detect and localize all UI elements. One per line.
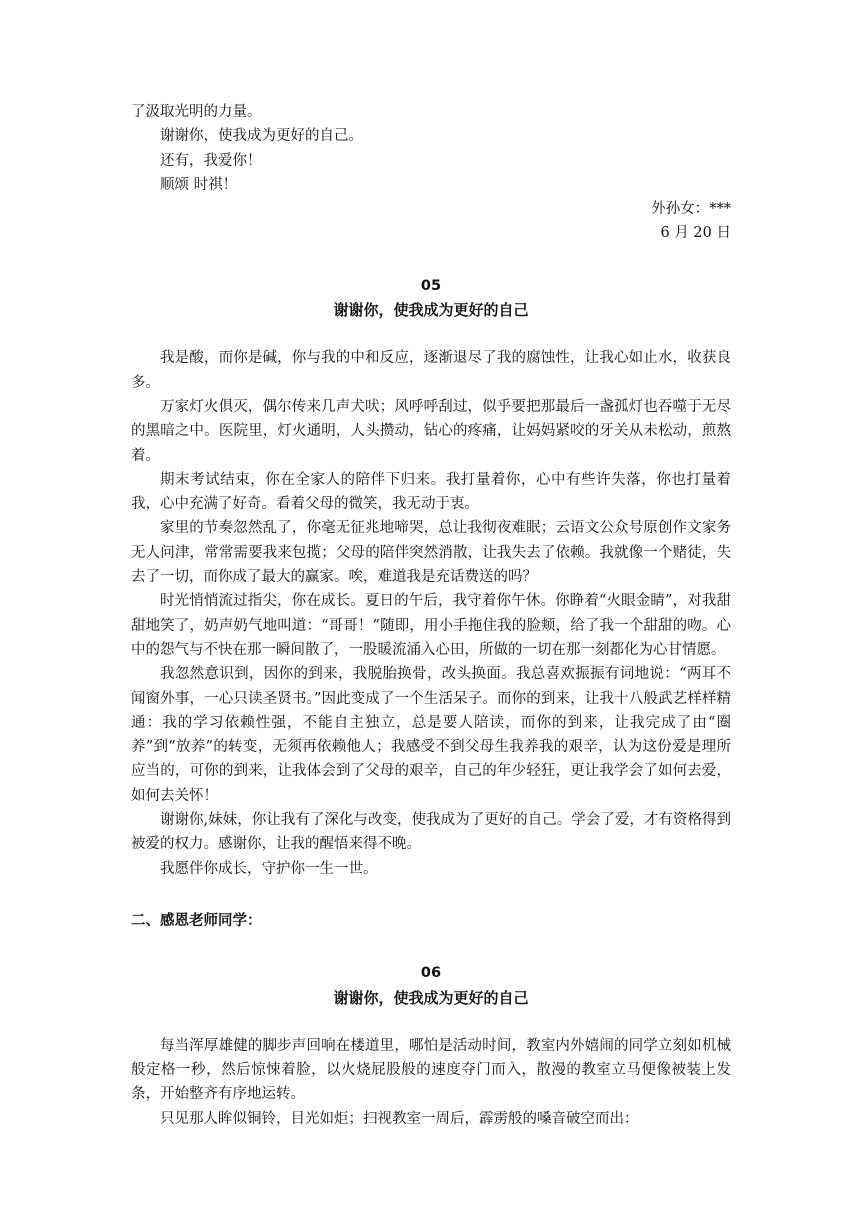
spacer [131, 933, 731, 961]
letter-signature: 外孙女：*** [651, 201, 731, 218]
letter-closing-line: 了汲取光明的力量。 [131, 104, 262, 120]
paragraph: 我是酸，而你是碱，你与我的中和反应，逐渐退尽了我的腐蚀性，让我心如止水，收获良多。 [131, 350, 731, 391]
paragraph: 万家灯火俱灭，偶尔传来几声犬吠；风呼呼刮过，似乎要把那最后一盏孤灯也吞噬于无尽的黑暗之中。医院里，灯火通明，人头攒动，钻心的疼痛，让妈妈紧咬的牙关从未松动，煎熬着。 [131, 398, 731, 464]
section-heading: 二、感恩老师同学： [131, 912, 262, 929]
paragraph: 家里的节奏忽然乱了，你毫无征兆地啼哭，总让我彻夜难眠；云语文公众号原创作文家务无人问津，常常需要我来包揽；父母的陪伴突然消散，让我失去了依赖。我就像一个赌徒，失去了一切，而你成了最大的赢家。唉，难道我是充话费送的吗？ [131, 520, 731, 586]
paragraph: 期末考试结束，你在全家人的陪伴下归来。我打量着你，心中有些许失落，你也打量着我，心中充满了好奇。看着父母的微笑，我无动于衷。 [131, 471, 731, 513]
essay-title: 谢谢你，使我成为更好的自己 [333, 988, 529, 1007]
spacer [131, 322, 731, 346]
essay-title: 谢谢你，使我成为更好的自己 [333, 301, 529, 320]
spacer [131, 881, 731, 909]
paragraph: 只见那人眸似铜铃，目光如炬；扫视教室一周后，霹雳般的嗓音破空而出： [160, 1110, 639, 1127]
letter-date: 6 月 20 日 [660, 225, 731, 242]
letter-thanks-line: 谢谢你，使我成为更好的自己。 [160, 128, 363, 145]
essay-number: 05 [420, 277, 442, 294]
paragraph: 我愿伴你成长，守护你一生一世。 [160, 860, 378, 877]
letter-salutation: 顺颂 时祺！ [160, 176, 238, 193]
paragraph: 每当浑厚雄健的脚步声回响在楼道里，哪怕是活动时间，教室内外嬉闹的同学立刻如机械般定格一秒，然后惊悚着脸，以火烧屁股般的速度夺门而入，散漫的教室立马便像被装上发条，开始整齐有序地运转。 [131, 1037, 731, 1103]
spacer [131, 246, 731, 274]
paragraph: 时光悄悄流过指尖，你在成长。夏日的午后，我守着你午休。你睁着“火眼金睛”，对我甜甜地笑了，奶声奶气地叫道：“哥哥！”随即，用小手拖住我的脸颊，给了我一个甜甜的吻。心中的怨气与不快在那一瞬间散了，一股暖流涌入心田，所做的一切在那一刻都化为心甘情愿。 [131, 593, 731, 658]
paragraph: 我忽然意识到，因你的到来，我脱胎换骨，改头换面。我总喜欢振振有词地说：“两耳不闻窗外事，一心只读圣贤书。”因此变成了一个生活呆子。而你的到来，让我十八般武艺样样精通：我的学习依赖性强，不能自主独立，总是要人陪读，而你的到来，让我完成了由“圈养”到“放养”的转变，无须再依赖他人；我感受不到父母生我养我的艰辛，认为这份爱是理所应当的，可你的到来，让我体会到了父母的艰辛，自己的年少轻狂，更让我学会了如何去爱，如何去关怀！ [131, 666, 731, 804]
document-page [131, 100, 731, 1131]
paragraph: 谢谢你,妹妹，你让我有了深化与改变，使我成为了更好的自己。学会了爱，才有资格得到被爱的权力。感谢你，让我的醒悟来得不晚。 [131, 812, 731, 853]
letter-love-line: 还有，我爱你！ [160, 152, 262, 169]
spacer [131, 1010, 731, 1034]
essay-number: 06 [420, 965, 442, 982]
